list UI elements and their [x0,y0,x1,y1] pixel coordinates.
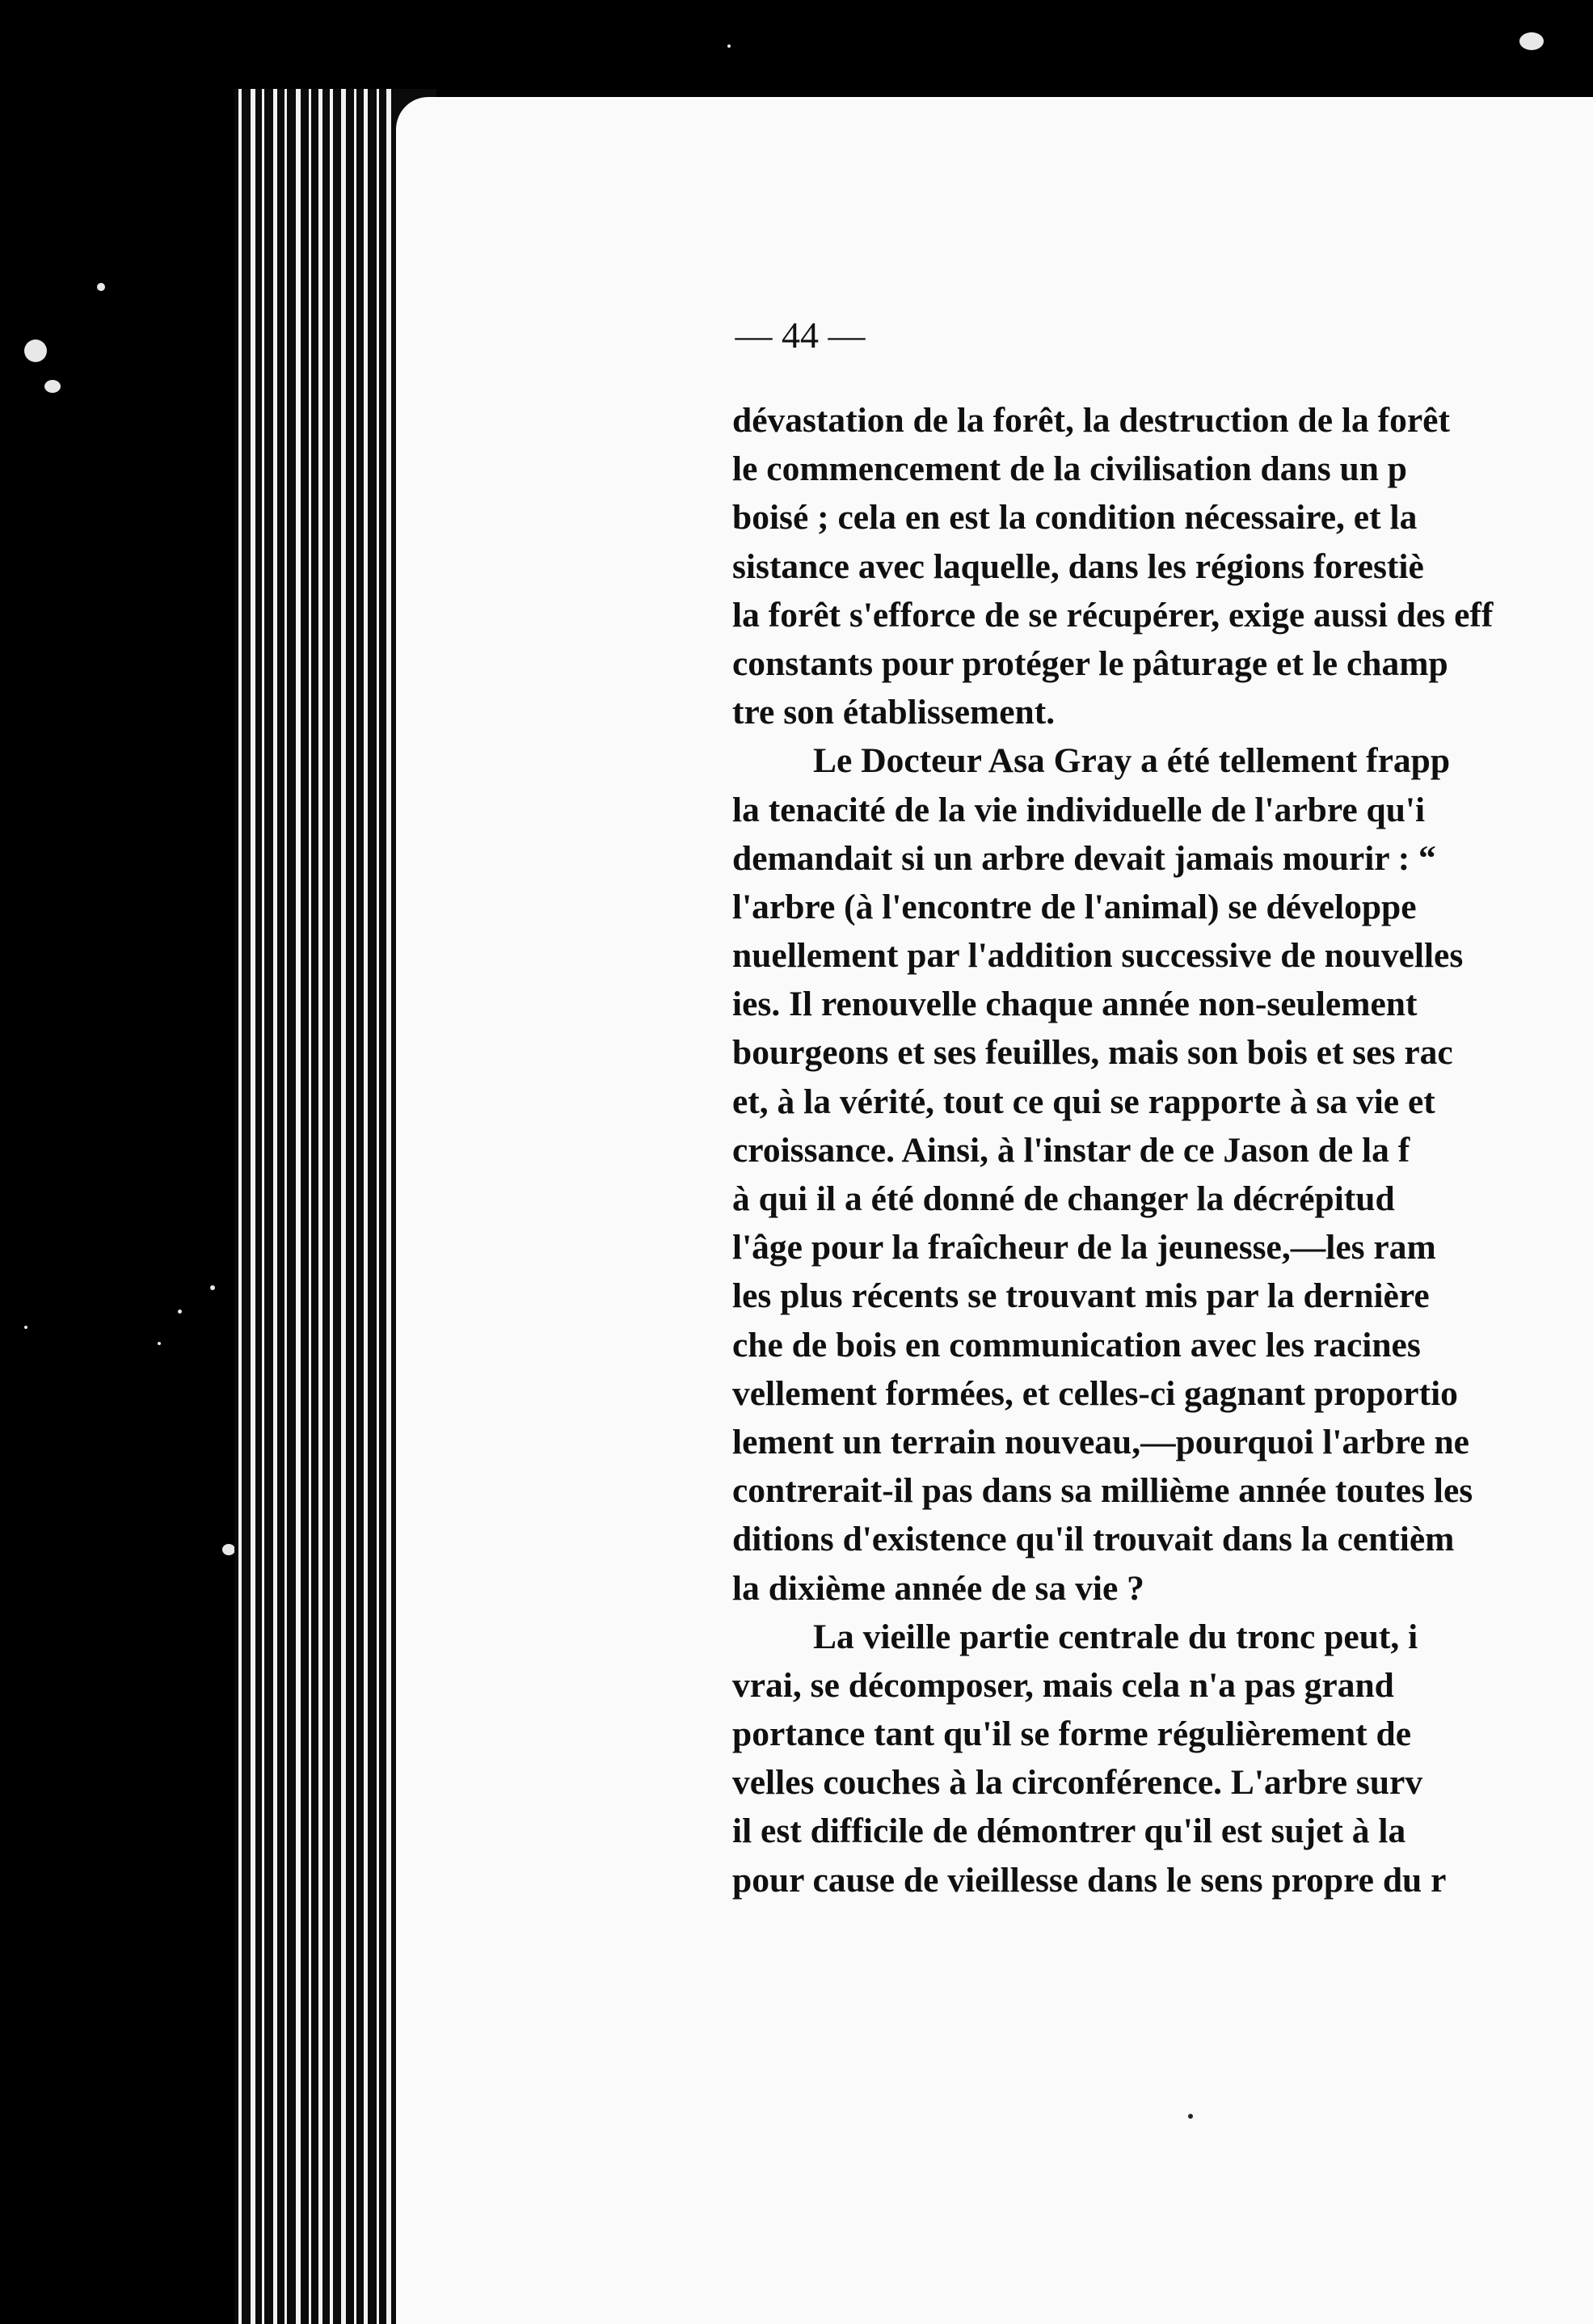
text-line: les plus récents se trouvant mis par la dernière [732,1276,1430,1316]
text-line: La vieille partie centrale du tronc peut, i [813,1617,1418,1656]
dust-speck [727,44,731,48]
page-edge [364,89,368,2324]
dust-speck [158,1342,161,1345]
page-edge [273,89,277,2324]
dust-speck [24,1326,27,1329]
text-line: boisé ; cela en est la condition nécessaire, et la [732,498,1418,538]
page-edge [341,89,346,2324]
text-line: contrerait-il pas dans sa millième année toutes les [732,1471,1473,1511]
page-edge [251,89,255,2324]
text-line: tre son établissement. [732,693,1056,732]
page-edge [296,89,301,2324]
text-line: pour cause de vieillesse dans le sens propre du r [732,1860,1447,1900]
dust-speck [210,1285,215,1290]
text-line: Le Docteur Asa Gray a été tellement frapp [813,741,1451,781]
text-line: il est difficile de démontrer qu'il est sujet à la [732,1812,1406,1851]
page-number: — 44 — [735,314,866,356]
page-edge [284,89,287,2324]
dust-speck [44,380,61,393]
text-line: la tenacité de la vie individuelle de l'arbre qu'i [732,790,1426,829]
text-line: le commencement de la civilisation dans un p [732,449,1407,489]
page-edge [309,89,311,2324]
page-edge [377,89,379,2324]
dust-speck [1519,32,1544,50]
page-edge [330,89,333,2324]
book-page [396,97,1593,2324]
page-edge [262,89,264,2324]
dust-speck [178,1310,182,1314]
ink-dot [1188,2114,1193,2119]
text-line: l'âge pour la fraîcheur de la jeunesse,—les ram [732,1228,1436,1267]
text-line: ditions d'existence qu'il trouvait dans la centièm [732,1520,1455,1559]
text-line: portance tant qu'il se forme régulièrement de [732,1715,1412,1754]
text-line: bourgeons et ses feuilles, mais son bois et ses rac [732,1033,1453,1073]
page-edge [318,89,322,2324]
text-line: et, à la vérité, tout ce qui se rapporte à sa vie et [732,1082,1435,1121]
text-line: dévastation de la forêt, la destruction de la forêt [732,401,1450,440]
text-line: la forêt s'efforce de se récupérer, exige aussi des eff [732,595,1494,635]
text-line: croissance. Ainsi, à l'instar de ce Jason de la f [732,1130,1410,1170]
page-edge [238,89,242,2324]
page-edge [386,89,391,2324]
text-line: la dixième année de sa vie ? [732,1568,1144,1608]
text-line: vrai, se décomposer, mais cela n'a pas grand [732,1665,1394,1705]
text-line: lement un terrain nouveau,—pourquoi l'arbre ne [732,1422,1469,1461]
text-line: vellement formées, et celles-ci gagnant proportio [732,1373,1458,1413]
dust-speck [97,283,105,291]
text-line: nuellement par l'addition successive de nouvelles [732,936,1464,976]
text-line: ies. Il renouvelle chaque année non-seulement [732,985,1418,1024]
text-line: che de bois en communication avec les racines [732,1325,1421,1364]
dust-speck [24,340,47,362]
text-line: l'arbre (à l'encontre de l'animal) se développe [732,887,1417,926]
text-line: sistance avec laquelle, dans les régions forestiè [732,546,1424,586]
dust-speck [222,1544,235,1555]
text-line: constants pour protéger le pâturage et le champ [732,643,1448,683]
text-line: velles couches à la circonférence. L'arbre surv [732,1763,1423,1803]
text-line: demandait si un arbre devait jamais mourir : “ [732,838,1436,878]
page-edge [354,89,356,2324]
page-body-text [732,396,1593,1904]
text-line: à qui il a été donné de changer la décrépitud [732,1179,1395,1218]
